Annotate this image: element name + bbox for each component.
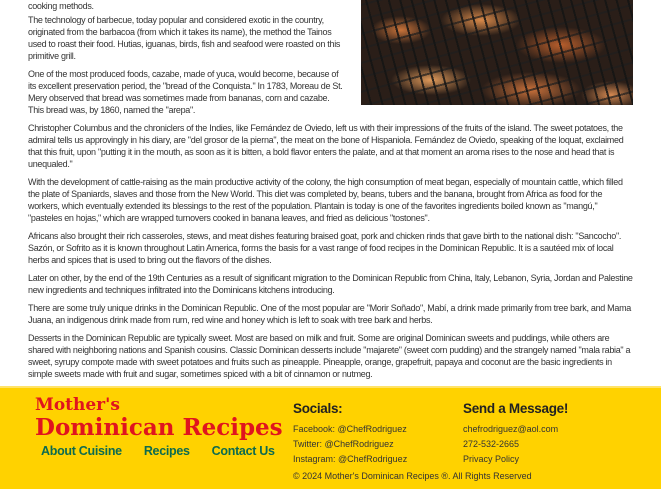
message-title: Send a Message! <box>463 401 569 416</box>
paragraph: Later on other, by the end of the 19th Centuries as a result of significant migration to the Dominican Republic from China, Italy, Lebanon, Syria, Jordan and Palestine new ingredients and techniques infiltrated into the Dominicans kitchens introducing. <box>28 273 633 295</box>
phone-link[interactable]: 272-532-2665 <box>463 439 520 449</box>
footer-nav <box>41 445 275 457</box>
copyright: © 2024 Mother's Dominican Recipes ®. All Rights Reserved <box>293 471 532 481</box>
socials-title: Socials: <box>293 401 343 416</box>
logo-line1: Mother's <box>35 395 120 415</box>
paragraph: With the development of cattle-raising as the main productive activity of the colony, the high consumption of meat began, especially of mountain cattle, which filled the plate of Spaniards, slaves and those from the New World. This diet was completed by, beans, tubers and the banana, brought from Africa as food for the workers, which eventually extended its blessings to the rest of the population. Plantain is today is one of the favorites ingredients boiled known as "mangú," "pasteles en hojas," which are wrapped turnovers cooked in banana leaves, and fried as delicious "tostones". <box>28 177 623 223</box>
instagram-link[interactable]: Instagram: @ChefRodriguez <box>293 454 408 464</box>
site-logo[interactable] <box>35 396 283 441</box>
cutoff-text: cooking methods. <box>28 1 94 11</box>
paragraph: The technology of barbecue, today popular and considered exotic in the country, originated from the barbacoa (from which it takes its name), the method the Tainos used to roast their food. Hutias, iguanas, birds, fish and seafood were roasted on this primitive grill. <box>28 15 341 61</box>
socials-section <box>293 400 407 467</box>
paragraph: Africans also brought their rich casseroles, stews, and meat dishes featuring braised goat, pork and chicken rinds that gave birth to the national dish: "Sancocho". Sazón, or Sofrito as it is known throughout Latin America, forms the basis for a vast range of food recipes in the Dominican Republic. It is a sautéed mix of local herbs and spices that is used to bring out the flavors of the dishes. <box>28 231 622 265</box>
paragraph: One of the most produced foods, cazabe, made of yuca, would become, because of its excellent preservation period, the "bread of the Conquista." In 1783, Moreau de St. Mery observed that bread was sometimes made from bananas, corn and cazabe. This bread was, by 1860, named the "arepa". <box>28 69 343 115</box>
paragraph: Christopher Columbus and the chroniclers of the Indies, like Fernández de Oviedo, left us with their impressions of the fruits of the island. The sweet potatoes, the admiral tells us approvingly in his diary, are "del grosor de la pierna", the meat on the bone of Hispaniola. Fernández de Oviedo, speaking of the loquat, exclaimed that this fruit, upon "putting it in the mouth, as soon as it is bitten, a bold flavor enters the palate, and at that moment an aroma rises to the nose and head that is unequaled." <box>28 123 624 169</box>
message-section <box>463 400 568 467</box>
facebook-link[interactable]: Facebook: @ChefRodriguez <box>293 424 407 434</box>
twitter-link[interactable]: Twitter: @ChefRodriguez <box>293 439 394 449</box>
email-link[interactable]: chefrodriguez@aol.com <box>463 424 559 434</box>
footer <box>0 386 661 489</box>
logo-line2: Dominican Recipes <box>35 414 283 441</box>
nav-about-cuisine[interactable]: About Cuisine <box>41 444 122 458</box>
nav-contact-us[interactable]: Contact Us <box>211 444 275 458</box>
paragraph: Desserts in the Dominican Republic are typically sweet. Most are based on milk and fruit. Some are original Dominican sweets and puddings, while others are shared with neighboring nations and Spanish cousins. Classic Dominican desserts include "majarete" (sweet corn pudding) and the strangely named "mala rabia" a sweet, syrupy compote made with sweet potatoes and fruits such as pineapple. Pineapple, orange, grapefruit, papaya and coconut are the basic ingredients in simple sweets made with fruit and sugar, sometimes spiced with a bit of cinnamon or nutmeg. <box>28 333 631 379</box>
privacy-policy-link[interactable]: Privacy Policy <box>463 454 520 464</box>
grilled-meat-photo <box>361 0 633 105</box>
paragraph: There are some truly unique drinks in the Dominican Republic. One of the most popular are "Morir Soñado", Mabí, a drink made primarily from tree bark, and Mama Juana, an indigenous drink made from rum, red wine and honey which is left to soak with tree bark and herbs. <box>28 303 631 325</box>
nav-recipes[interactable]: Recipes <box>143 444 190 458</box>
